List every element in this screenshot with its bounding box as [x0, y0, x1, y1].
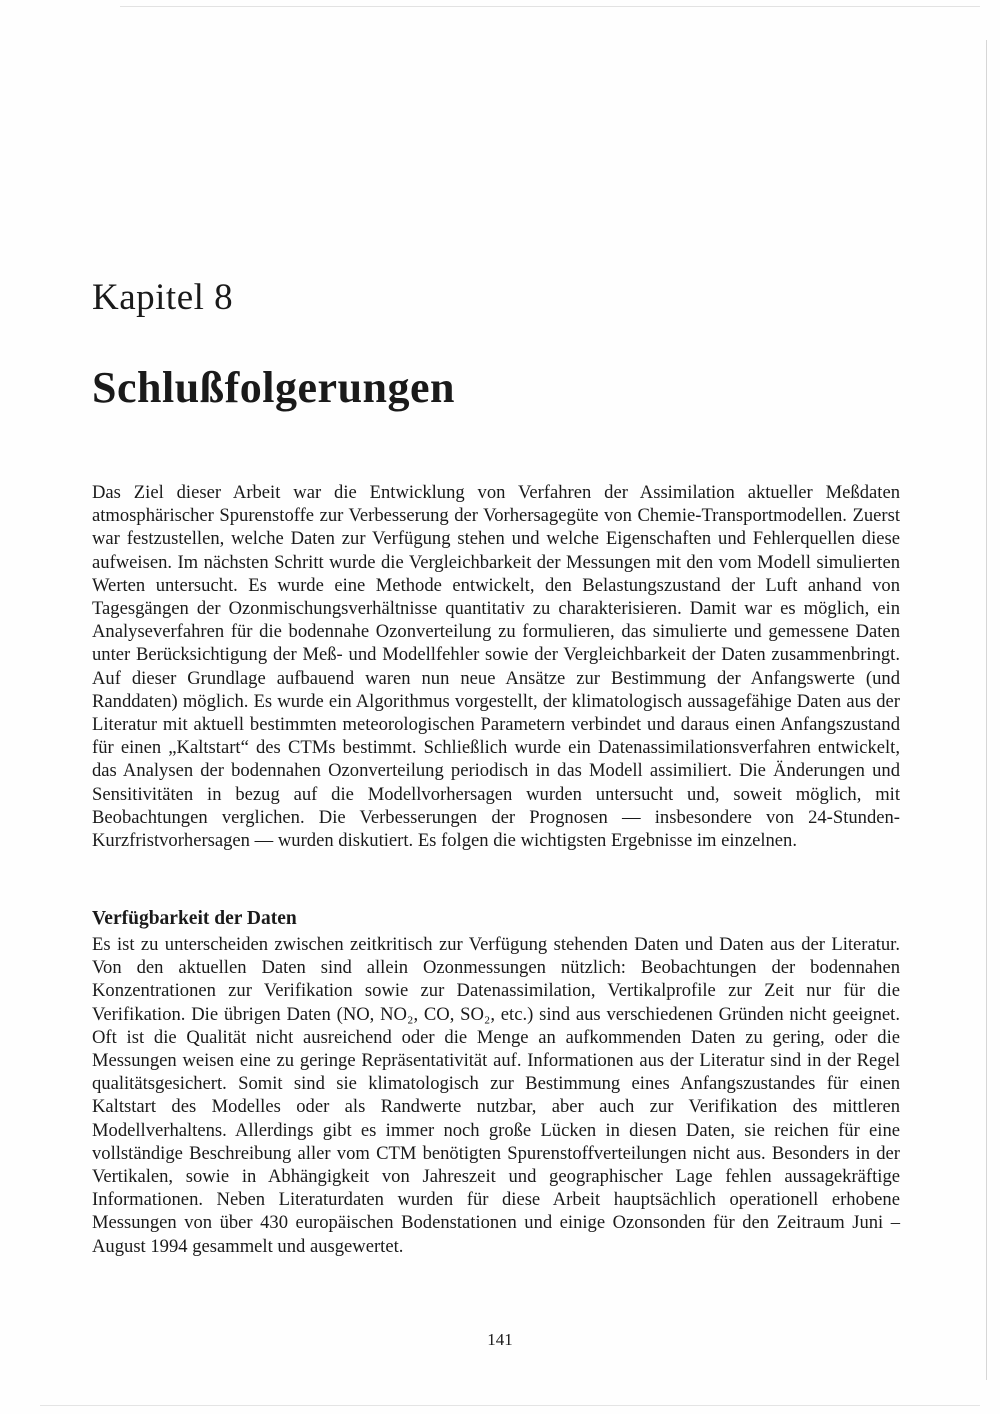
- chapter-label: Kapitel 8: [92, 277, 234, 318]
- scan-edge-top: [120, 6, 980, 7]
- section-paragraph: Es ist zu unterscheiden zwischen zeitkritisch zur Verfügung stehenden Daten und Daten aus der Literatur. Von den aktuellen Daten sind allein Ozonmessungen nützlich: Beobachtungen der bodennahen Konzentrationen zur Verifikation sowie zur Datenassimilation, Vertikalprofile zur Zeit nur für die Verifikation. Die übrigen Daten (NO, NO₂, CO, SO₂, etc.) sind aus verschiedenen Gründen nicht geeignet. Oft ist die Qualität nicht ausreichend oder die Menge an aufkommenden Daten zu gering, oder die Messungen weisen eine zu geringe Repräsentativität auf. Informationen aus der Literatur sind in der Regel qualitätsgesichert. Somit sind sie klimatologisch zur Bestimmung eines Anfangszustandes für einen Kaltstart des Modelles oder als Randwerte nutzbar, aber auch zur Verifikation des mittleren Modellverhaltens. Allerdings gibt es immer noch große Lücken in diesen Daten, sie reichen für eine vollständige Beschreibung aller vom CTM benötigten Spurenstoffverteilungen nicht aus. Besonders in der Vertikalen, sowie in Abhängigkeit von Jahreszeit und geographischer Lage fehlen aussagekräftige Informationen. Neben Literaturdaten wurden für diese Arbeit hauptsächlich operationell erhobene Messungen von über 430 europäischen Bodenstationen und einige Ozonsonden für den Zeitraum Juni – August 1994 gesammelt und ausgewertet.: [92, 934, 900, 1257]
- chapter-title: Schlußfolgerungen: [92, 363, 456, 412]
- scan-edge-bottom: [40, 1405, 980, 1406]
- page-number: 141: [487, 1330, 513, 1349]
- scan-edge-right: [986, 40, 987, 1380]
- intro-paragraph: Das Ziel dieser Arbeit war die Entwicklung von Verfahren der Assimilation aktueller Meßdaten atmosphärischer Spurenstoffe zur Verbesserung der Vorhersagegüte von Chemie-Transportmodellen. Zuerst war festzustellen, welche Daten zur Verfügung stehen und welche Eigenschaften und Fehlerquellen diese aufweisen. Im nächsten Schritt wurde die Vergleichbarkeit der Messungen mit den vom Modell simulierten Werten untersucht. Es wurde eine Methode entwickelt, den Belastungszustand der Luft anhand von Tagesgängen der Ozonmischungsverhältnisse quantitativ zu charakterisieren. Damit war es möglich, ein Analyseverfahren für die bodennahe Ozonverteilung zu formulieren, das simulierte und gemessene Daten unter Berücksichtigung der Meß- und Modellfehler sowie der Vergleichbarkeit der Daten zusammenbringt. Auf dieser Grundlage aufbauend waren nun neue Ansätze zur Bestimmung der Anfangswerte (und Randdaten) möglich. Es wurde ein Algorithmus vorgestellt, der klimatologisch aussagefähige Daten aus der Literatur mit aktuell bestimmten meteorologischen Parametern verbindet und daraus einen Anfangszustand für einen „Kaltstart“ des CTMs bestimmt. Schließlich wurde ein Datenassimilationsverfahren entwickelt, das Analysen der bodennahen Ozonverteilung periodisch in das Modell assimiliert. Die Änderungen und Sensitivitäten in bezug auf die Modellvorhersagen wurden untersucht und, soweit möglich, mit Beobachtungen verglichen. Die Verbesserungen der Prognosen — insbesondere von 24-Stunden-Kurzfristvorhersagen — wurden diskutiert. Es folgen die wichtigsten Ergebnisse im einzelnen.: [92, 482, 900, 852]
- section-heading: Verfügbarkeit der Daten: [92, 908, 297, 929]
